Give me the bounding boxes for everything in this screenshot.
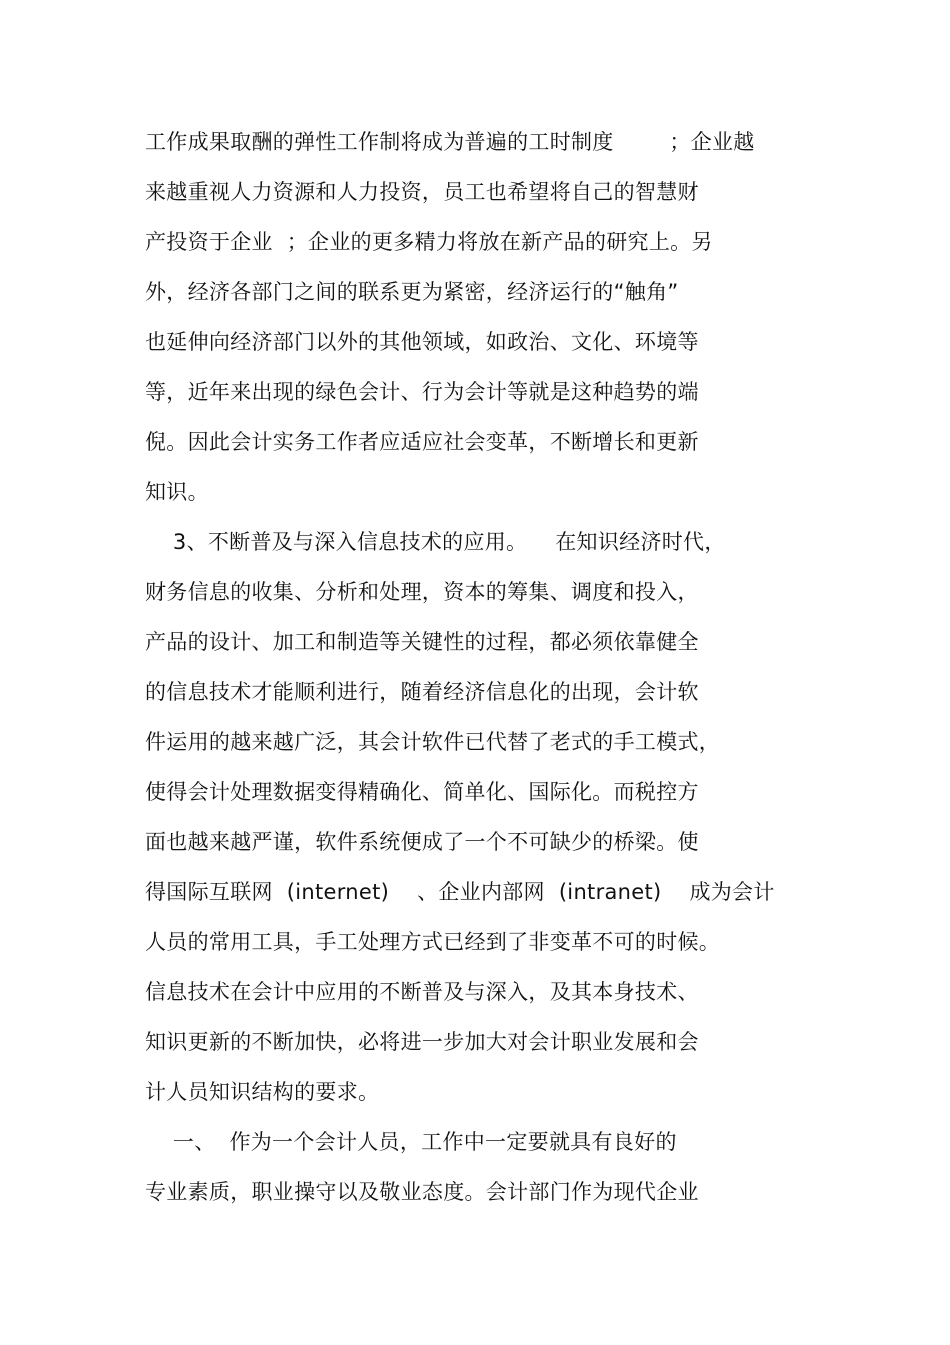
text-line: 使得会计处理数据变得精确化、简单化、国际化。而税控方 — [145, 780, 699, 804]
text-line: 得国际互联网 (internet) 、企业内部网 (intranet) 成为会计 — [145, 880, 775, 904]
text-line: 件运用的越来越广泛，其会计软件已代替了老式的手工模式， — [145, 730, 721, 754]
text-line: 专业素质，职业操守以及敬业态度。会计部门作为现代企业 — [145, 1180, 699, 1204]
text-line: 3、不断普及与深入信息技术的应用。 在知识经济时代， — [145, 530, 726, 554]
text-line: 等，近年来出现的绿色会计、行为会计等就是这种趋势的端 — [145, 380, 699, 404]
text-line: 产投资于企业 ；企业的更多精力将放在新产品的研究上。另 — [145, 230, 713, 254]
text-line: 财务信息的收集、分析和处理，资本的筹集、调度和投入， — [145, 580, 699, 604]
text-line: 计人员知识结构的要求。 — [145, 1080, 380, 1104]
text-line: 外，经济各部门之间的联系更为紧密，经济运行的“触角” — [145, 280, 679, 304]
text-line: 知识更新的不断加快，必将进一步加大对会计职业发展和会 — [145, 1030, 699, 1054]
text-line: 也延伸向经济部门以外的其他领域，如政治、文化、环境等 — [145, 330, 699, 354]
text-line: 产品的设计、加工和制造等关键性的过程，都必须依靠健全 — [145, 630, 699, 654]
text-line: 的信息技术才能顺利进行，随着经济信息化的出现，会计软 — [145, 680, 699, 704]
text-line: 工作成果取酬的弹性工作制将成为普遍的工时制度 ；企业越 — [145, 130, 755, 154]
text-line: 人员的常用工具，手工处理方式已经到了非变革不可的时候。 — [145, 930, 721, 954]
text-line: 一、 作为一个会计人员，工作中一定要就具有良好的 — [145, 1130, 677, 1154]
text-line: 面也越来越严谨，软件系统便成了一个不可缺少的桥梁。使 — [145, 830, 699, 854]
text-line: 来越重视人力资源和人力投资，员工也希望将自己的智慧财 — [145, 180, 699, 204]
text-line: 倪。因此会计实务工作者应适应社会变革，不断增长和更新 — [145, 430, 699, 454]
text-line: 知识。 — [145, 480, 209, 504]
text-line: 信息技术在会计中应用的不断普及与深入，及其本身技术、 — [145, 980, 699, 1004]
